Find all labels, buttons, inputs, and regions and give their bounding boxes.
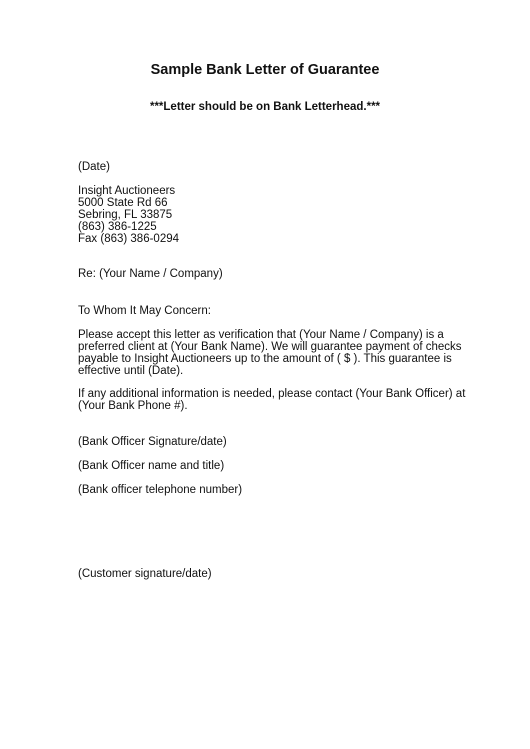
bank-officer-signature-line bbox=[78, 436, 458, 448]
signature-label: (Bank officer telephone number) bbox=[78, 484, 243, 496]
recipient-address bbox=[78, 185, 458, 245]
customer-signature-line bbox=[78, 568, 458, 580]
signature-label: (Bank Officer name and title) bbox=[78, 460, 225, 472]
address-line-fax: Fax (863) 386-0294 bbox=[78, 233, 180, 245]
address-line-company: Insight Auctioneers bbox=[78, 185, 176, 197]
document-title: Sample Bank Letter of Guarantee bbox=[150, 62, 380, 78]
body-paragraph-contact bbox=[78, 388, 466, 412]
paragraph-line: Please accept this letter as verification that (Your Name / Company) is a bbox=[78, 329, 444, 341]
paragraph-line: effective until (Date). bbox=[78, 365, 184, 377]
salutation-text: To Whom It May Concern: bbox=[78, 305, 211, 317]
paragraph-line: payable to Insight Auctioneers up to the amount of ( $ ). This guarantee is bbox=[78, 353, 452, 365]
paragraph-line: (Your Bank Phone #). bbox=[78, 400, 188, 412]
bank-officer-name-line bbox=[78, 460, 458, 472]
paragraph-line: preferred client at (Your Bank Name). We will guarantee payment of checks bbox=[78, 341, 462, 353]
paragraph-line: If any additional information is needed, please contact (Your Bank Officer) at bbox=[78, 388, 466, 400]
signature-label: (Bank Officer Signature/date) bbox=[78, 436, 227, 448]
signature-label: (Customer signature/date) bbox=[78, 568, 212, 580]
date-placeholder bbox=[78, 161, 458, 173]
subject-text: Re: (Your Name / Company) bbox=[78, 268, 223, 280]
body-paragraph-verification bbox=[78, 329, 462, 377]
address-line-street: 5000 State Rd 66 bbox=[78, 197, 168, 209]
address-line-city: Sebring, FL 33875 bbox=[78, 209, 173, 221]
address-line-phone: (863) 386-1225 bbox=[78, 221, 157, 233]
subject-line bbox=[78, 268, 458, 280]
salutation bbox=[78, 305, 458, 317]
bank-officer-phone-line bbox=[78, 484, 458, 496]
letterhead-note: ***Letter should be on Bank Letterhead.*** bbox=[149, 101, 381, 113]
date-line: (Date) bbox=[78, 161, 110, 173]
